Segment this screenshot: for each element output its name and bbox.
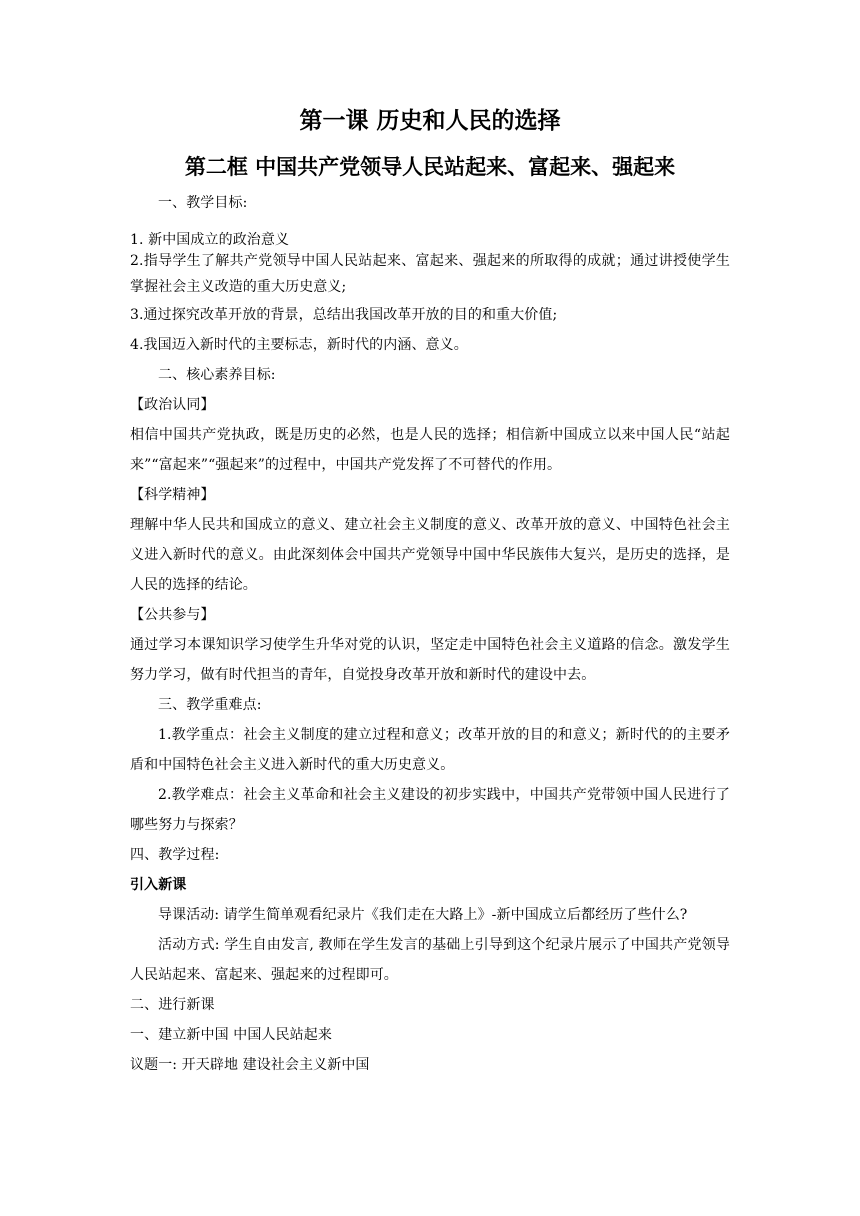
new-lesson-heading: 二、进行新课: [130, 997, 215, 1013]
teaching-goals-heading: 一、教学目标:: [158, 195, 248, 211]
process-heading: 四、教学过程:: [130, 847, 220, 863]
lesson-subtitle: 第二框 中国共产党领导人民站起来、富起来、强起来: [184, 155, 676, 179]
section-one-heading: 一、建立新中国 中国人民站起来: [130, 1027, 332, 1043]
goal-item-2: 2.指导学生了解共产党领导中国人民站起来、富起来、强起来的所取得的成就；通过讲授使学生掌握社会主义改造的重大历史意义;: [130, 253, 730, 295]
public-participation-text: 通过学习本课知识学习使学生升华对党的认识，坚定走中国特色社会主义道路的信念。激发学生努力学习，做有时代担当的青年，自觉投身改革开放和新时代的建设中去。: [130, 637, 730, 683]
lesson-title: 第一课 历史和人民的选择: [299, 108, 561, 134]
scientific-spirit-text: 理解中华人民共和国成立的意义、建立社会主义制度的意义、改革开放的意义、中国特色社会主义进入新时代的意义。由此深刻体会中国共产党领导中国中华民族伟大复兴，是历史的选择，是人民的选择的结论。: [130, 517, 730, 593]
goal-item-1: 1. 新中国成立的政治意义: [130, 232, 290, 248]
key-points-heading: 三、教学重难点:: [158, 697, 262, 713]
teaching-difficulty: 2.教学难点：社会主义革命和社会主义建设的初步实践中，中国共产党带领中国人民进行了哪些努力与探索？: [130, 787, 730, 833]
teaching-focus: 1.教学重点：社会主义制度的建立过程和意义；改革开放的目的和意义；新时代的的主要矛盾和中国特色社会主义进入新时代的重大历史意义。: [130, 727, 730, 773]
document-content: [130, 104, 730, 1080]
public-participation-label: 【公共参与】: [130, 607, 215, 623]
scientific-spirit-label: 【科学精神】: [130, 487, 215, 503]
topic-one-heading: 议题一: 开天辟地 建设社会主义新中国: [130, 1057, 370, 1073]
activity-mode: 活动方式: 学生自由发言, 教师在学生发言的基础上引导到这个纪录片展示了中国共产党领导人民站起来、富起来、强起来的过程即可。: [130, 937, 730, 983]
intro-label: 引入新课: [130, 877, 187, 893]
political-identity-label: 【政治认同】: [130, 397, 215, 413]
goal-item-4: 4.我国迈入新时代的主要标志，新时代的内涵、意义。: [130, 337, 468, 353]
guide-activity: 导课活动: 请学生简单观看纪录片《我们走在大路上》-新中国成立后都经历了些什么?: [158, 907, 688, 923]
goal-item-3: 3.通过探究改革开放的背景，总结出我国改革开放的目的和重大价值;: [130, 307, 558, 323]
political-identity-text: 相信中国共产党执政，既是历史的必然，也是人民的选择；相信新中国成立以来中国人民“站起来”“富起来”“强起来”的过程中，中国共产党发挥了不可替代的作用。: [130, 427, 730, 473]
core-literacy-heading: 二、核心素养目标:: [158, 367, 276, 383]
